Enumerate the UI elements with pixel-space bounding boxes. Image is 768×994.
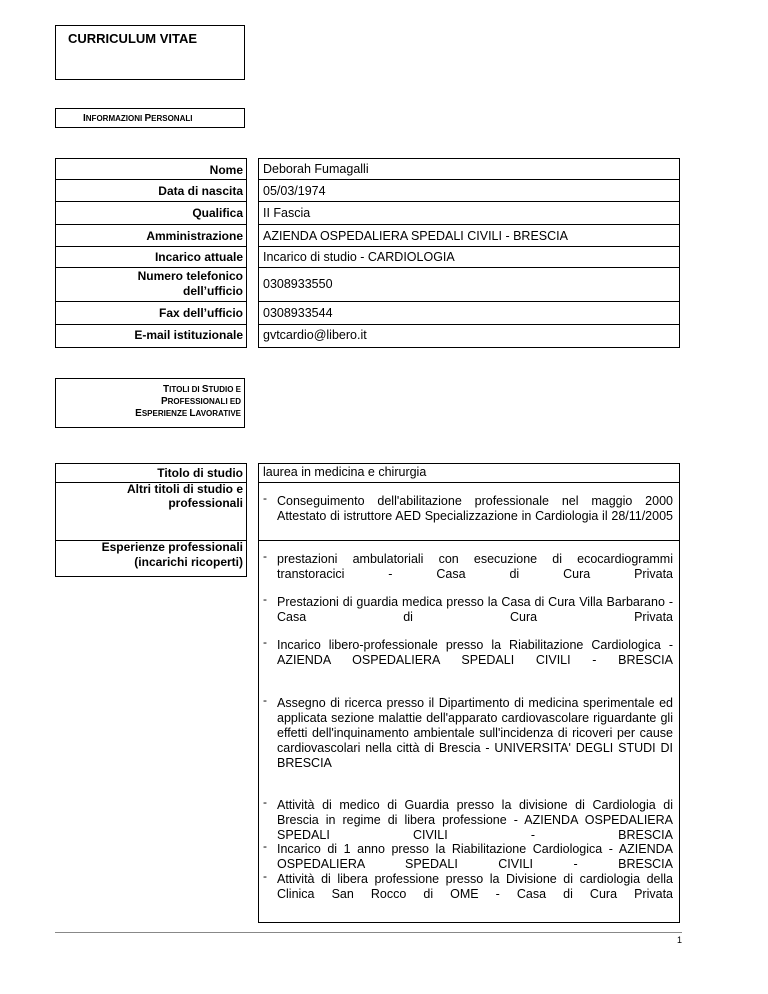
bullet-dash: - xyxy=(263,635,267,649)
label-nome: Nome xyxy=(209,163,243,177)
bullet-dash: - xyxy=(263,693,267,707)
esperienza-item: - Prestazioni di guardia medica presso la Casa di Cura Villa Barbarano - Casa di Cura Privata xyxy=(263,592,673,624)
label-email: E-mail istituzionale xyxy=(134,328,243,342)
altri-titoli-item: - Conseguimento dell'abilitazione professionale nel maggio 2000 Attestato di istruttore AED Specializzazione in Cardiologia il 28/11/2005 xyxy=(263,491,673,523)
bullet-dash: - xyxy=(263,491,267,505)
label-data-nascita: Data di nascita xyxy=(158,184,243,198)
bullet-dash: - xyxy=(263,592,267,606)
label-incarico-attuale: Incarico attuale xyxy=(154,250,243,264)
section-heading-titoli xyxy=(55,378,245,428)
esperienza-item: - Attività di libera professione presso la Divisione di cardiologia della Clinica San Rocco di OME - Casa di Cura Privata xyxy=(263,869,673,901)
label-esperienze-line1: Esperienze professionali xyxy=(101,540,243,554)
bullet-dash: - xyxy=(263,869,267,883)
page-title: CURRICULUM VITAE xyxy=(68,31,198,46)
value-telefono: 0308933550 xyxy=(263,277,333,291)
label-fax: Fax dell’ufficio xyxy=(158,306,243,320)
bullet-dash: - xyxy=(263,839,267,853)
value-titolo-studio: laurea in medicina e chirurgia xyxy=(263,465,427,479)
titoli-values-column xyxy=(258,463,680,923)
section-heading-line2: PROFESSIONALI ED xyxy=(160,396,241,407)
esperienza-item: - Attività di medico di Guardia presso la divisione di Cardiologia di Brescia in regime di libera professione - AZIENDA OSPEDALIERA SPEDALI CIVILI - BRESCIA xyxy=(263,795,673,842)
footer-divider xyxy=(55,932,682,933)
titoli-labels-column xyxy=(55,463,247,577)
page-number: 1 xyxy=(676,935,682,945)
value-fax: 0308933544 xyxy=(263,306,333,320)
value-email: gvtcardio@libero.it xyxy=(263,328,367,342)
value-nome: Deborah Fumagalli xyxy=(263,162,369,176)
personal-labels-column xyxy=(55,158,247,348)
personal-values-column xyxy=(258,158,680,348)
label-esperienze-line2: (incarichi ricoperti) xyxy=(134,555,243,569)
label-amministrazione: Amministrazione xyxy=(146,229,243,243)
label-telefono-line1: Numero telefonico xyxy=(137,269,243,283)
esperienza-item: - Assegno di ricerca presso il Dipartimento di medicina sperimentale ed applicata sezione malattie dell'apparato cardiovascolare riguardante gli effetti dell'inquinamento ambientale sull'incidenza di ricoveri per cause cardiovascolari nella città di Brescia - UNIVERSITA' DEGLI STUDI DI BRESCIA xyxy=(263,693,673,770)
esperienza-item: - Incarico libero-professionale presso la Riabilitazione Cardiologica - AZIENDA OSPEDALIERA SPEDALI CIVILI - BRESCIA xyxy=(263,635,673,667)
section-heading-text: INFORMAZIONI PERSONALI xyxy=(83,113,193,124)
value-incarico-attuale: Incarico di studio - CARDIOLOGIA xyxy=(263,250,455,264)
section-heading-personal xyxy=(55,108,245,128)
section-heading-line1: TITOLI DI STUDIO E xyxy=(163,384,241,395)
esperienza-item: - Incarico di 1 anno presso la Riabilitazione Cardiologica - AZIENDA OSPEDALIERA SPEDALI CIVILI - BRESCIA xyxy=(263,839,673,871)
label-qualifica: Qualifica xyxy=(192,206,243,220)
bullet-dash: - xyxy=(263,549,267,563)
value-qualifica: II Fascia xyxy=(263,206,311,220)
esperienza-item: - prestazioni ambulatoriali con esecuzione di ecocardiogrammi transtoracici - Casa di Cura Privata xyxy=(263,549,673,581)
cv-title-box xyxy=(55,25,245,80)
label-altri-titoli-line2: professionali xyxy=(168,496,243,510)
bullet-dash: - xyxy=(263,795,267,809)
label-altri-titoli-line1: Altri titoli di studio e xyxy=(127,482,243,496)
value-amministrazione: AZIENDA OSPEDALIERA SPEDALI CIVILI - BRESCIA xyxy=(263,229,568,243)
section-heading-line3: ESPERIENZE LAVORATIVE xyxy=(135,408,241,419)
label-telefono-line2: dell’ufficio xyxy=(183,284,243,298)
value-data-nascita: 05/03/1974 xyxy=(263,184,326,198)
label-titolo-studio: Titolo di studio xyxy=(157,466,243,480)
